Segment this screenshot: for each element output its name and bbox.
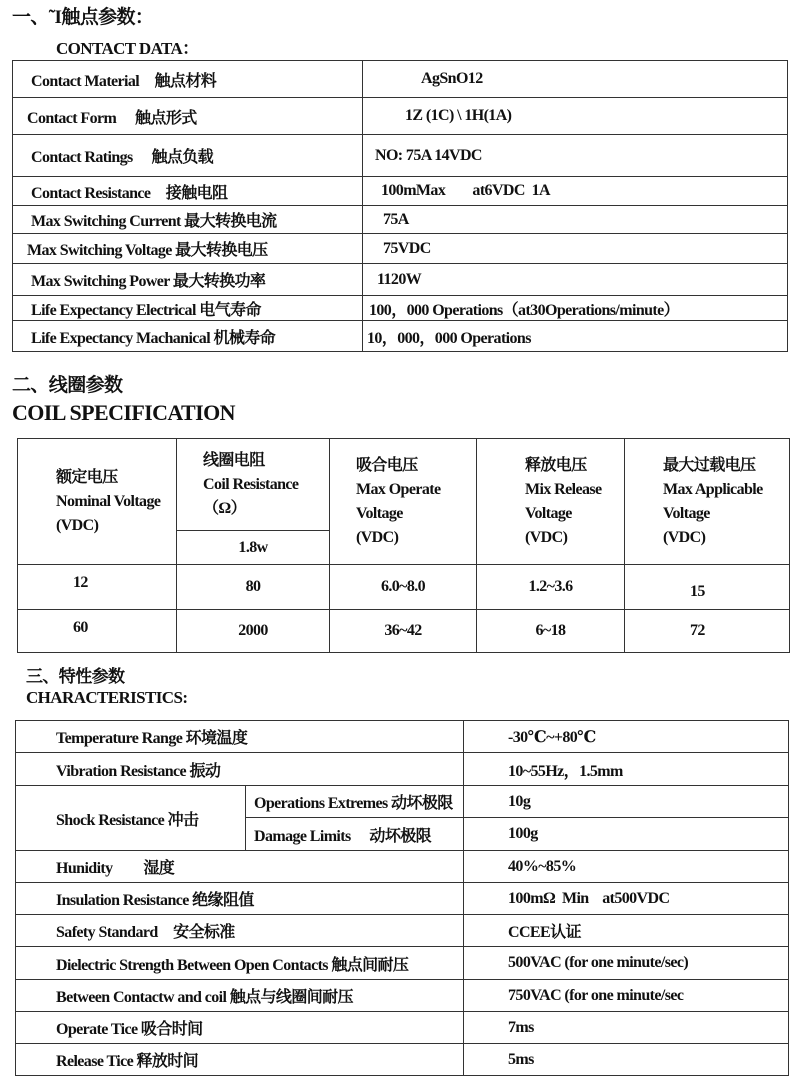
header-row [18, 439, 790, 531]
row-label: Max Switching Voltage 最大转换电压 [13, 234, 363, 264]
table-row [13, 264, 788, 296]
table-row [13, 234, 788, 264]
characteristics-table [15, 720, 789, 1076]
table-row [16, 1012, 789, 1044]
row-value: 10~55Hz，1.5mm [464, 753, 789, 786]
table-row [13, 61, 788, 98]
header-applicable-voltage [625, 439, 790, 565]
header-cn: 最大过载电压 [663, 456, 756, 474]
header-unit: (VDC) [525, 528, 568, 546]
row-value: 100mMax at6VDC 1A [363, 177, 788, 206]
header-unit: (VDC) [356, 528, 399, 546]
row-label: Dielectric Strength Between Open Contacts 触点间耐压 [16, 947, 464, 980]
header-unit: （Ω） [203, 499, 247, 517]
cell-release: 1.2~3.6 [477, 565, 625, 610]
row-value: 100，000 Operations（at30Operations/minute） [363, 296, 788, 321]
header-operate-voltage [330, 439, 477, 565]
row-value: CCEE认证 [464, 915, 789, 947]
section3-title-cn: 三、特性参数 [26, 667, 125, 686]
header-en: Max Applicable [663, 480, 763, 498]
row-label: Safety Standard 安全标准 [16, 915, 464, 947]
row-value: 75A [363, 206, 788, 234]
header-en2: Voltage [356, 504, 403, 522]
cell-operate: 36~42 [330, 610, 477, 653]
header-release-voltage [477, 439, 625, 565]
header-cn: 吸合电压 [356, 456, 418, 474]
shock-sub-value: 10g [464, 786, 789, 818]
shock-label: Shock Resistance 冲击 [16, 786, 246, 851]
table-row [16, 980, 789, 1012]
coil-spec-table [17, 438, 790, 653]
header-en: Max Operate [356, 480, 441, 498]
row-label: Operate Tice 吸合时间 [16, 1012, 464, 1044]
table-row [16, 851, 789, 883]
section1-title-cn: 一、˜I触点参数： [12, 7, 154, 28]
header-en2: Voltage [663, 504, 710, 522]
row-value: 10，000，000 Operations [363, 321, 788, 352]
row-label: Contact Ratings 触点负载 [13, 135, 363, 177]
table-row [13, 98, 788, 135]
section1-title-en: CONTACT DATA： [56, 39, 199, 58]
row-label: Hunidity 湿度 [16, 851, 464, 883]
row-value: -30℃~+80℃ [464, 721, 789, 753]
row-label: Contact Form 触点形式 [13, 98, 363, 135]
row-value: 5ms [464, 1044, 789, 1076]
header-coil-power: 1.8w [177, 531, 330, 565]
header-cn: 线圈电阻 [203, 451, 265, 469]
row-value: 40%~85% [464, 851, 789, 883]
row-label: Vibration Resistance 振动 [16, 753, 464, 786]
row-value: 1120W [363, 264, 788, 296]
row-label: Temperature Range 环境温度 [16, 721, 464, 753]
cell-release: 6~18 [477, 610, 625, 653]
shock-sub-value: 100g [464, 818, 789, 851]
row-value: 100mΩ Min at500VDC [464, 883, 789, 915]
row-label: Between Contactw and coil 触点与线圈间耐压 [16, 980, 464, 1012]
table-row [13, 296, 788, 321]
header-unit: (VDC) [56, 516, 99, 534]
cell-nominal: 60 [18, 610, 177, 653]
shock-sub-label: Operations Extremes 动坏极限 [246, 786, 464, 818]
row-value: AgSnO12 [363, 61, 788, 98]
cell-applicable: 15 [625, 565, 790, 610]
table-row [16, 721, 789, 753]
section2-title-en: COIL SPECIFICATION [12, 400, 235, 425]
row-value: 1Z (1C) \ 1H(1A) [363, 98, 788, 135]
header-unit: (VDC) [663, 528, 706, 546]
row-value: 750VAC (for one minute/sec [464, 980, 789, 1012]
header-en: Mix Release [525, 480, 602, 498]
row-label: Contact Material 触点材料 [13, 61, 363, 98]
row-label: Life Expectancy Electrical 电气寿命 [13, 296, 363, 321]
row-label: Max Switching Current 最大转换电流 [13, 206, 363, 234]
row-label: Max Switching Power 最大转换功率 [13, 264, 363, 296]
table-row [13, 321, 788, 352]
cell-applicable: 72 [625, 610, 790, 653]
row-value: 500VAC (for one minute/sec) [464, 947, 789, 980]
table-row [16, 915, 789, 947]
cell-resistance: 80 [177, 565, 330, 610]
header-en2: Voltage [525, 504, 572, 522]
row-value: 75VDC [363, 234, 788, 264]
table-row [16, 947, 789, 980]
table-row [13, 135, 788, 177]
row-label: Life Expectancy Machanical 机械寿命 [13, 321, 363, 352]
header-en: Coil Resistance [203, 475, 299, 493]
header-cn: 释放电压 [525, 456, 587, 474]
shock-sub-label: Damage Limits 动坏极限 [246, 818, 464, 851]
header-coil-resistance [177, 439, 330, 531]
table-row [16, 883, 789, 915]
section2-title-cn: 二、线圈参数 [12, 375, 123, 396]
cell-nominal: 12 [18, 565, 177, 610]
row-label: Insulation Resistance 绝缘阻值 [16, 883, 464, 915]
row-label: Contact Resistance 接触电阻 [13, 177, 363, 206]
table-row [16, 786, 789, 818]
table-row [18, 565, 790, 610]
table-row [13, 177, 788, 206]
table-row [18, 610, 790, 653]
header-nominal-voltage [18, 439, 177, 565]
table-row [13, 206, 788, 234]
row-value: 7ms [464, 1012, 789, 1044]
row-label: Release Tice 释放时间 [16, 1044, 464, 1076]
section3-title-en: CHARACTERISTICS: [26, 688, 188, 707]
header-cn: 额定电压 [56, 468, 118, 486]
contact-data-table [12, 60, 788, 352]
table-row [16, 1044, 789, 1076]
row-value: NO: 75A 14VDC [363, 135, 788, 177]
header-en: Nominal Voltage [56, 492, 161, 510]
cell-resistance: 2000 [177, 610, 330, 653]
cell-operate: 6.0~8.0 [330, 565, 477, 610]
table-row [16, 753, 789, 786]
